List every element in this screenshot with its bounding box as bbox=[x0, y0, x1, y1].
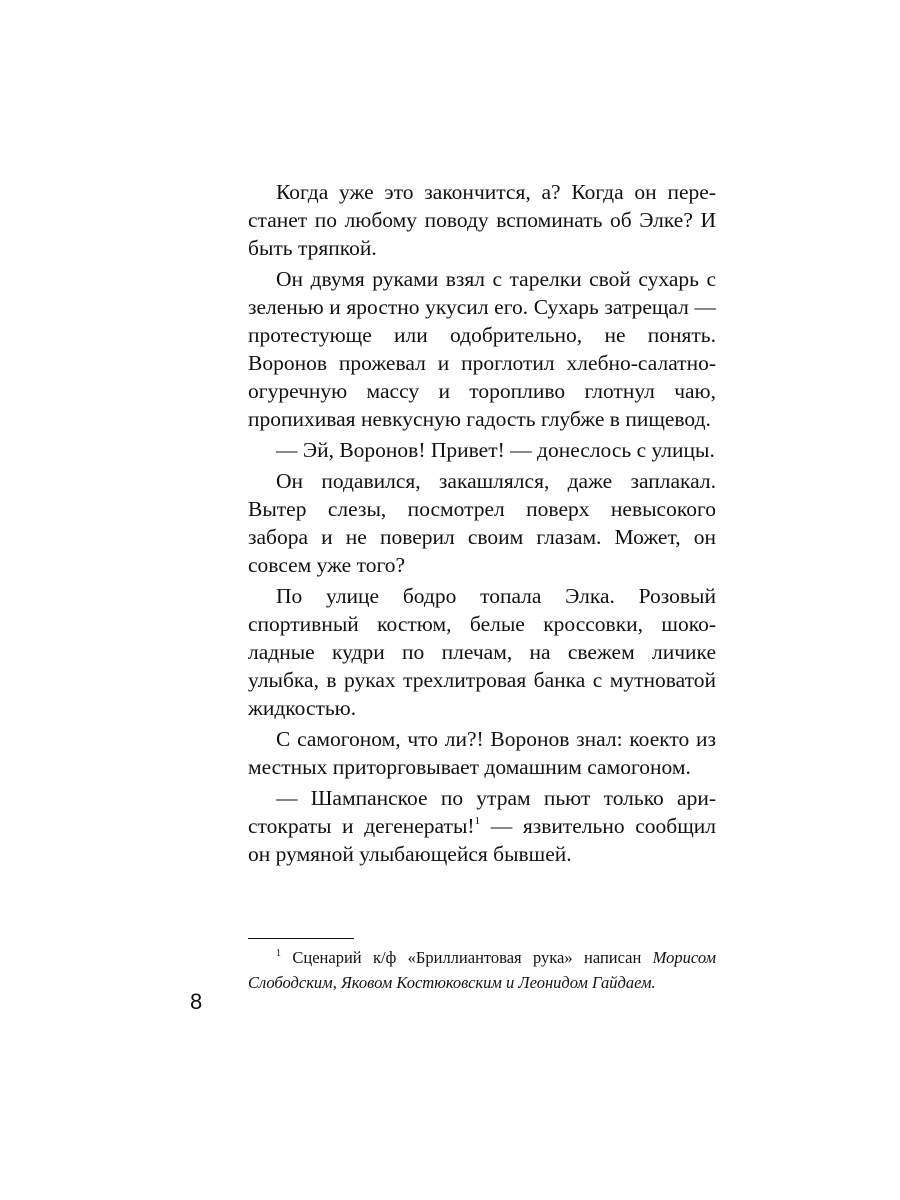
paragraph-4: Он подавился, закашлялся, даже заплакал. Вытер слезы, посмотрел поверх невысокого забора и не поверил своим глазам. Может, он совсем уже того? bbox=[248, 469, 716, 577]
paragraph-1: Когда уже это закончится, а? Когда он перестанет по любому поводу вспоминать об Элке? И быть тряпкой. bbox=[248, 180, 716, 260]
paragraph-3: — Эй, Воронов! Привет! — донеслось с улицы. bbox=[276, 438, 715, 462]
paragraph-6: С самогоном, что ли?! Воронов знал: коекто из местных приторговывает домашним самогоном. bbox=[248, 727, 716, 779]
footnote-authors: Морисом Слободским, Яковом Костюковским и Леонидом Гайдаем. bbox=[248, 948, 716, 992]
footnote-divider bbox=[248, 938, 354, 939]
footnote-reference: 1 bbox=[474, 815, 481, 827]
paragraph-2: Он двумя руками взял с тарелки свой сухарь с зеленью и яростно укусил его. Сухарь затрещал — протестующе или одобрительно, не понять. Воронов прожевал и проглотил хлебно-салатно-огуречную массу и торопливо глотнул чаю, пропихивая невкусную гадость глубже в пищевод. bbox=[248, 267, 716, 431]
paragraph-7-before: — Шампанское по утрам пьют только аристократы и дегенераты! bbox=[248, 786, 716, 838]
footnote bbox=[248, 946, 716, 995]
paragraph-5: По улице бодро топала Элка. Розовый спортивный костюм, белые кроссовки, шоколадные кудри по плечам, на свежем личике улыбка, в руках трехлитровая банка с мутноватой жидкостью. bbox=[248, 584, 716, 720]
main-text bbox=[248, 178, 716, 868]
paragraph-7 bbox=[248, 784, 716, 868]
footnote-text: Сценарий к/ф «Бриллиантовая рука» написан bbox=[281, 948, 653, 967]
footnote-marker: 1 bbox=[276, 948, 281, 959]
paragraph-7-after: — язвительно сообщил он румяной улыбающейся бывшей. bbox=[248, 814, 717, 866]
page-number: 8 bbox=[190, 989, 203, 1014]
